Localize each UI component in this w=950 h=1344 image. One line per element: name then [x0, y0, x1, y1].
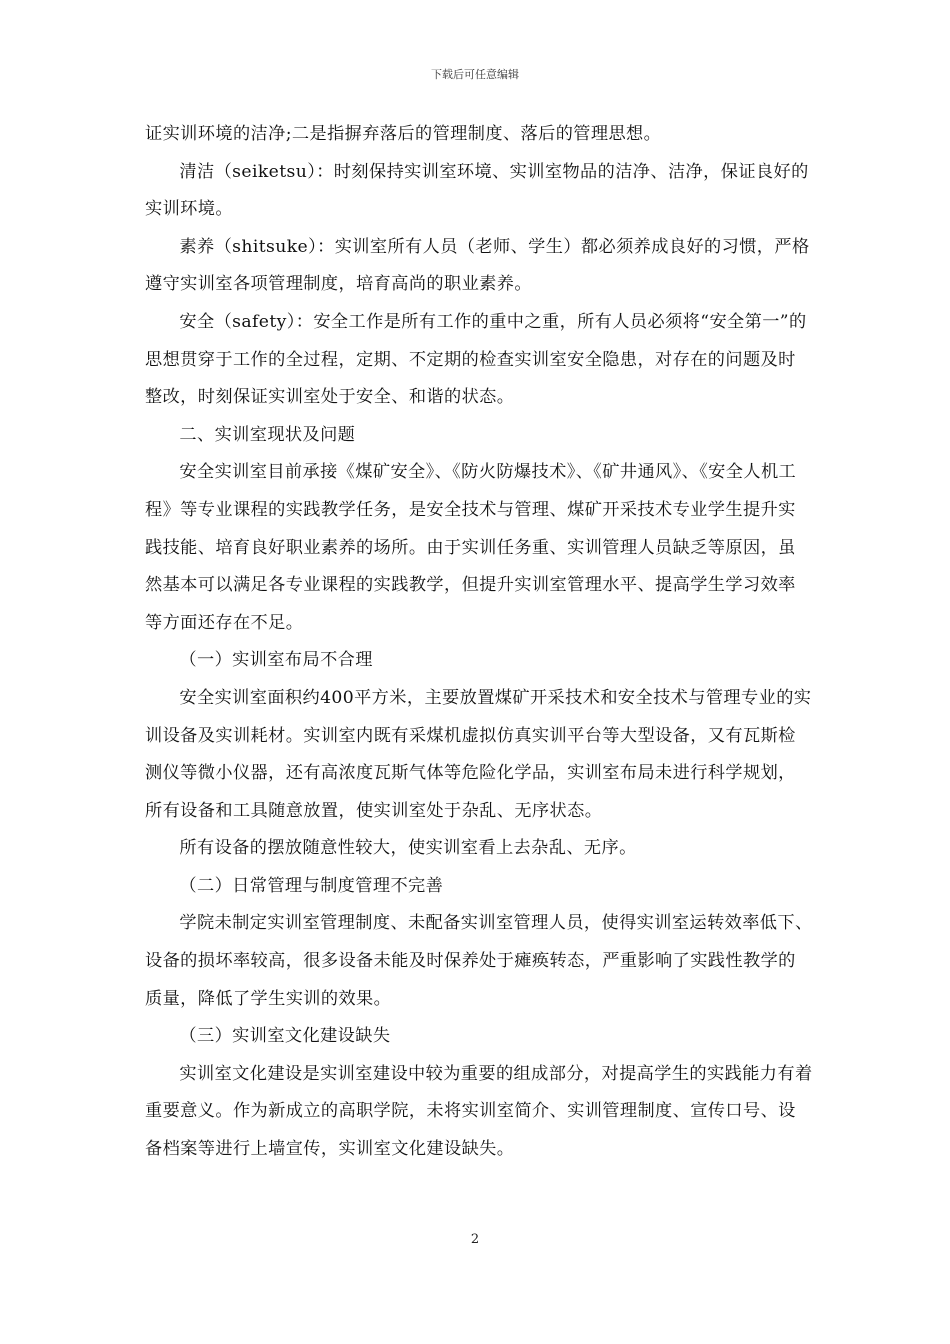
body-text [145, 116, 813, 1169]
subheading-culture: （三）实训室文化建设缺失 [179, 1026, 391, 1047]
page-header: 下载后可任意编辑 [431, 68, 519, 81]
paragraph-continuation: 证实训环境的洁净;二是指摒弃落后的管理制度、落后的管理思想。 [145, 124, 662, 144]
paragraph-management: 学院未制定实训室管理制度、未配备实训室管理人员，使得实训室运转效率低下、设备的损坏率较高，很多设备未能及时保养处于瘫痪转态，严重影响了实践性教学的质量，降低了学生实训的效果。 [145, 913, 813, 1009]
section-heading-status: 二、实训室现状及问题 [179, 424, 356, 445]
paragraph-culture: 实训室文化建设是实训室建设中较为重要的组成部分，对提高学生的实践能力有着重要意义。作为新成立的高职学院，未将实训室简介、实训管理制度、宣传口号、设备档案等进行上墙宣传，实训室文化建设缺失。 [145, 1063, 813, 1160]
page-number: 2 [470, 1232, 480, 1247]
paragraph-layout-summary: 所有设备的摆放随意性较大，使实训室看上去杂乱、无序。 [179, 838, 637, 859]
paragraph-layout: 安全实训室面积约400平方米，主要放置煤矿开采技术和安全技术与管理专业的实训设备及实训耗材。实训室内既有采煤机虚拟仿真实训平台等大型设备，又有瓦斯检测仪等微小仪器，还有高浓度瓦斯气体等危险化学品，实训室布局未进行科学规划，所有设备和工具随意放置，使实训室处于杂乱、无序状态。 [145, 687, 812, 821]
paragraph-safety: 安全（safety）：安全工作是所有工作的重中之重，所有人员必须将“安全第一”的思想贯穿于工作的全过程，定期、不定期的检查实训室安全隐患，对存在的问题及时整改，时刻保证实训室处于安全、和谐的状态。 [145, 311, 807, 408]
paragraph-seiketsu: 清洁（seiketsu）：时刻保持实训室环境、实训室物品的洁净、洁净，保证良好的实训环境。 [145, 161, 809, 220]
paragraph-shitsuke: 素养（shitsuke）：实训室所有人员（老师、学生）都必须养成良好的习惯，严格遵守实训室各项管理制度，培育高尚的职业素养。 [145, 236, 810, 295]
subheading-management: （二）日常管理与制度管理不完善 [179, 875, 444, 896]
paragraph-status: 安全实训室目前承接《煤矿安全》、《防火防爆技术》、《矿井通风》、《安全人机工程》等专业课程的实践教学任务，是安全技术与管理、煤矿开采技术专业学生提升实践技能、培育良好职业素养的场所。由于实训任务重、实训管理人员缺乏等原因，虽然基本可以满足各专业课程的实践教学，但提升实训室管理水平、提高学生学习效率等方面还存在不足。 [145, 462, 797, 633]
subheading-layout: （一）实训室布局不合理 [179, 650, 373, 671]
